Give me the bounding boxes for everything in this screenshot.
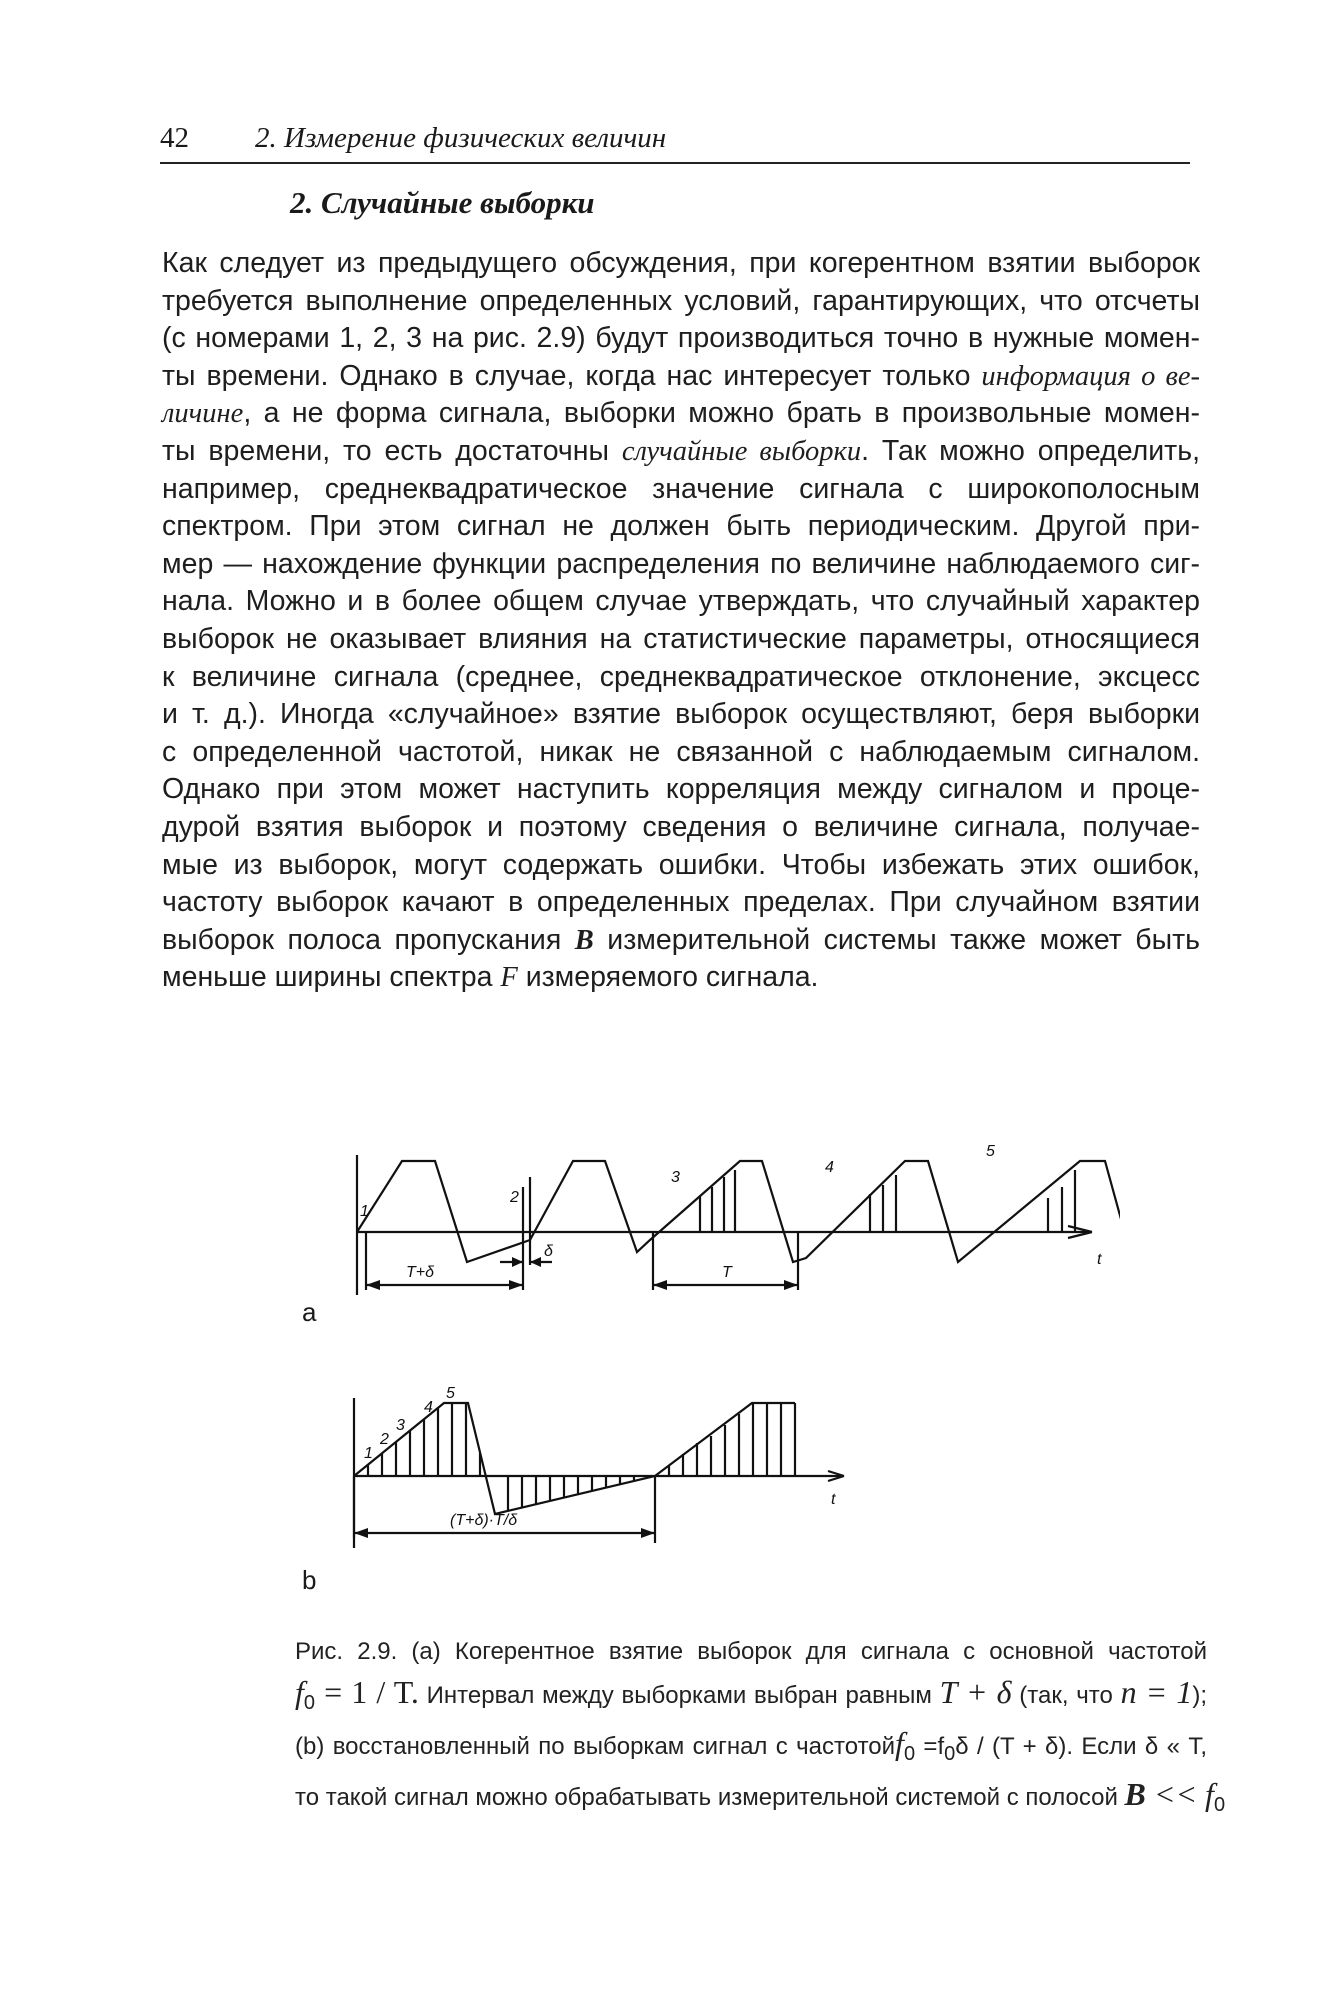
text-line: дурой взятия выборок и поэтому сведения о величине сигнала, получае- xyxy=(162,810,1200,843)
delta-label: δ xyxy=(544,1243,553,1260)
text-line: с определенной частотой, никак не связанной с наблюдаемым сигналом. xyxy=(162,735,1200,768)
text-line: к величине сигнала (среднее, среднеквадратическое отклонение, эксцесс xyxy=(162,660,1200,693)
text-line: выборок полоса пропускания B измерительной системы также может быть xyxy=(162,923,1200,956)
caption-line: $f_0 = 1 / T$. Интервал между выборками выбран равным T + δ (так, что n = 1); xyxy=(295,1674,1208,1714)
text-line: мер — нахождение функции распределения по величине наблюдаемого сиг- xyxy=(162,547,1200,580)
text-line: и т. д.). Иногда «случайное» взятие выборок осуществляют, беря выборки xyxy=(162,698,1200,731)
sample-label: 3 xyxy=(671,1169,680,1186)
section-title: 2. Случайные выборки xyxy=(290,185,595,220)
sample-label: 5 xyxy=(986,1143,995,1160)
sample-label: 2 xyxy=(510,1189,519,1206)
sample-label: 4 xyxy=(825,1159,834,1176)
axis-label: t xyxy=(831,1491,836,1508)
period-label: T xyxy=(722,1264,732,1281)
text-line: меньше ширины спектра F измеряемого сигнала. xyxy=(162,961,819,994)
text-line: (с номерами 1, 2, 3 на рис. 2.9) будут производиться точно в нужные момен- xyxy=(162,322,1200,355)
body-paragraph xyxy=(162,245,1200,997)
sample-label: 2 xyxy=(380,1431,389,1448)
text-line: нала. Можно и в более общем случае утверждать, что случайный характер xyxy=(162,585,1200,618)
figure-panel-a xyxy=(340,1130,1120,1310)
text-line: Как следует из предыдущего обсуждения, при когерентном взятии выборок xyxy=(162,247,1200,279)
text-line: мые из выборок, могут содержать ошибки. Чтобы избежать этих ошибок, xyxy=(162,848,1200,881)
sample-label: 1 xyxy=(364,1445,373,1462)
text-line: частоту выборок качают в определенных пределах. При случайном взятии xyxy=(162,886,1200,919)
sample-label: 4 xyxy=(424,1399,433,1416)
figure-caption xyxy=(295,1632,1226,1824)
sample-label: 1 xyxy=(360,1203,369,1220)
signal-waveform xyxy=(357,1161,1120,1270)
interval-label: (T+δ)·T/δ xyxy=(450,1512,518,1529)
interval-label: T+δ xyxy=(406,1264,435,1281)
text-line: требуется выполнение определенных условий, гарантирующих, что отсчеты xyxy=(162,284,1200,317)
text-line: выборок не оказывает влияния на статистические параметры, относящиеся xyxy=(162,622,1200,655)
text-line: ты времени, то есть достаточны случайные выборки. Так можно определить, xyxy=(162,434,1200,467)
figure-panel-b xyxy=(340,1378,860,1560)
running-title: 2. Измерение физических величин xyxy=(255,122,667,154)
caption-line: (b) восстановленный по выборкам сигнал с частотойf$_0$ $=f_0\delta / (T + \delta)$. Если δ « T, xyxy=(295,1724,1207,1765)
panel-a-label: a xyxy=(302,1297,317,1327)
sample-label: 3 xyxy=(396,1417,405,1434)
axis-label: t xyxy=(1097,1251,1102,1268)
page-number: 42 xyxy=(160,122,189,154)
panel-b-label: b xyxy=(302,1565,317,1595)
sample-label: 5 xyxy=(446,1385,455,1402)
caption-line: Рис. 2.9. (a) Когерентное взятие выборок для сигнала с основной частотой xyxy=(295,1638,1207,1665)
text-line: Однако при этом может наступить корреляция между сигналом и проце- xyxy=(162,773,1200,806)
text-line: например, среднеквадратическое значение сигнала с широкополосным xyxy=(162,472,1200,505)
reconstructed-signal xyxy=(354,1403,795,1514)
text-line: спектром. При этом сигнал не должен быть периодическим. Другой при- xyxy=(162,510,1200,543)
page-header xyxy=(160,116,1190,164)
caption-line: то такой сигнал можно обрабатывать измерительной системой с полосой $B << f_0$ xyxy=(295,1775,1226,1816)
text-line: ты времени. Однако в случае, когда нас интересует только информация о ве- xyxy=(162,359,1200,392)
text-line: личине, а не форма сигнала, выборки можно брать в произвольные момен- xyxy=(162,397,1200,430)
